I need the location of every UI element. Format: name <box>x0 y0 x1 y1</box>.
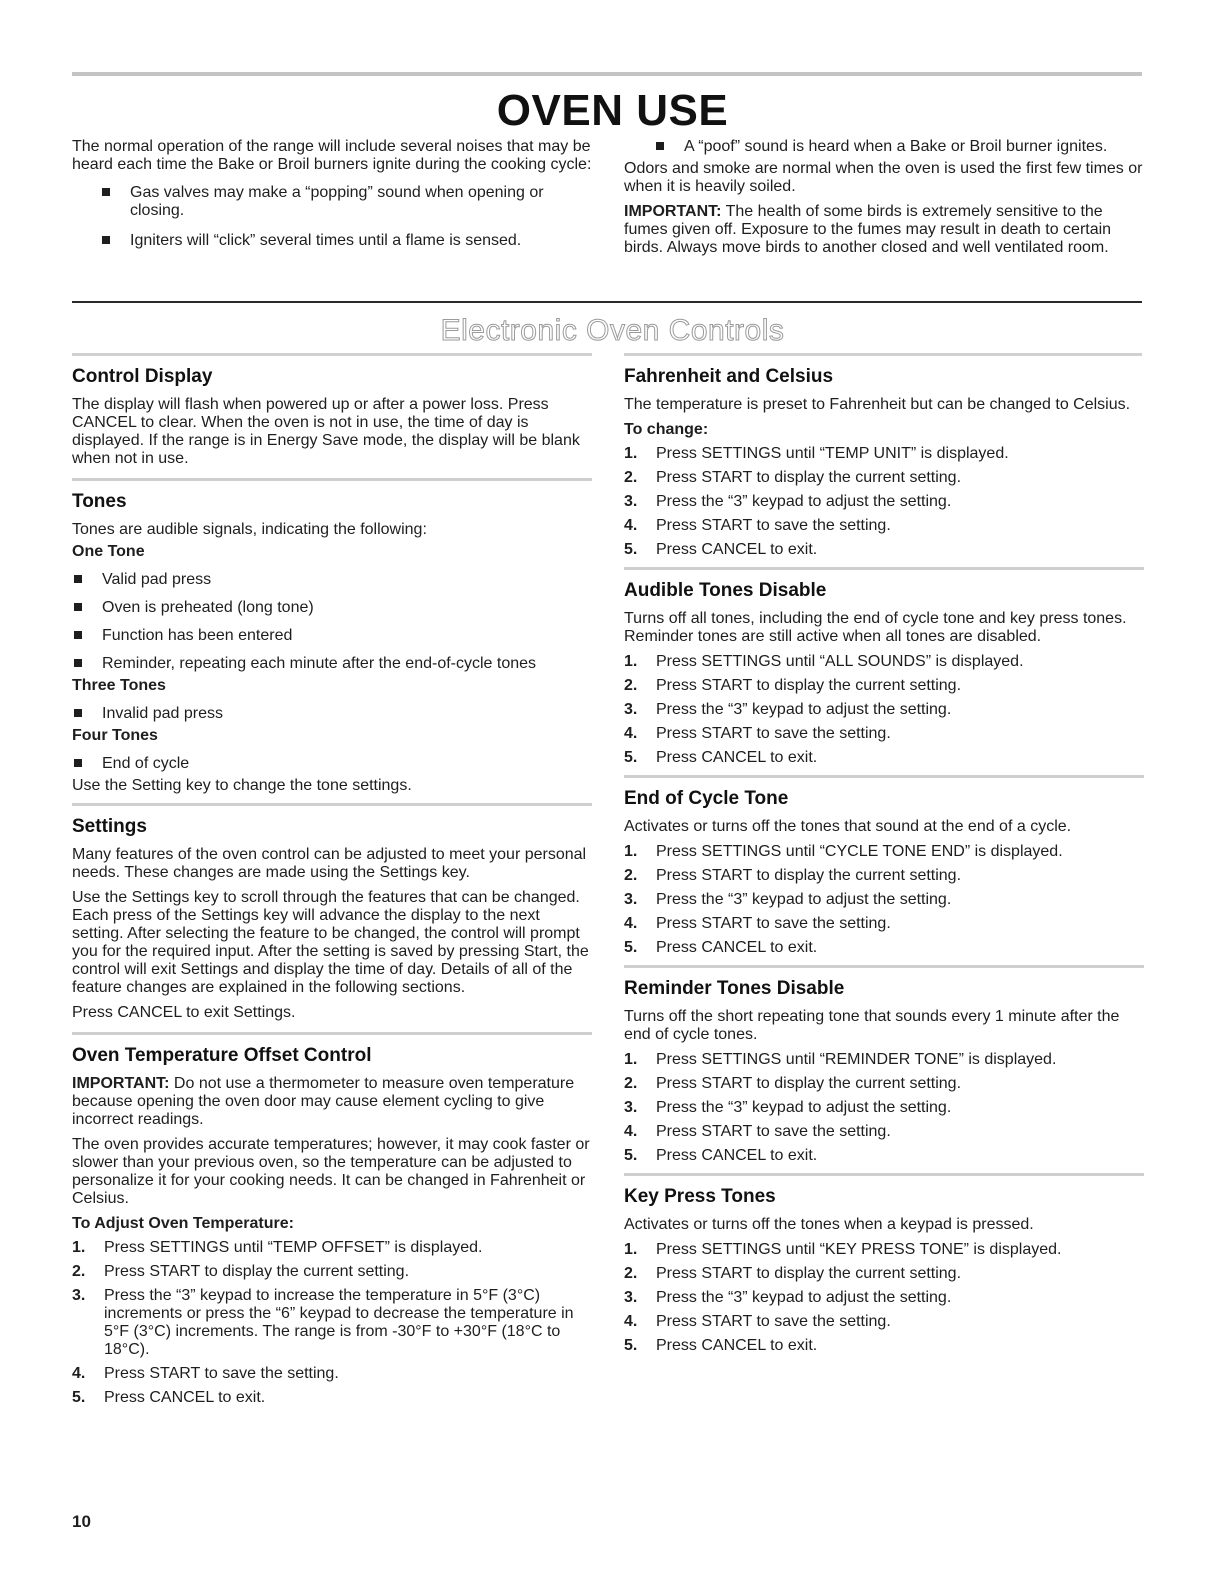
bullet-icon <box>74 759 82 767</box>
list-item: 3. Press the “3” keypad to adjust the setting. <box>624 1099 952 1116</box>
list-item: 1. Press SETTINGS until “KEY PRESS TONE” is displayed. <box>624 1241 1062 1258</box>
right-column <box>624 366 1144 1361</box>
intro-left <box>72 138 592 256</box>
fahrenheit-text: The temperature is preset to Fahrenheit but can be changed to Celsius. <box>624 396 1131 413</box>
list-item: 3. Press the “3” keypad to adjust the setting. <box>624 891 952 908</box>
settings-heading: Settings <box>72 816 147 837</box>
right-column-rule <box>624 353 1142 356</box>
list-item: 2. Press START to display the current setting. <box>72 1263 410 1280</box>
top-rule <box>72 72 1142 76</box>
list-item: 2. Press START to display the current setting. <box>624 1075 962 1092</box>
page-number: 10 <box>72 1512 91 1531</box>
bullet-icon <box>74 575 82 583</box>
end-cycle-heading: End of Cycle Tone <box>624 788 789 809</box>
list-item: 1. Press SETTINGS until “TEMP UNIT” is displayed. <box>624 445 1009 462</box>
key-press-heading: Key Press Tones <box>624 1186 776 1207</box>
bullet-icon <box>74 709 82 717</box>
control-display-heading: Control Display <box>72 366 213 387</box>
bullet-icon <box>656 142 664 150</box>
key-press-text: Activates or turns off the tones when a keypad is pressed. <box>624 1216 1034 1233</box>
page-title: OVEN USE <box>496 86 729 135</box>
list-item: 4. Press START to save the setting. <box>624 1123 891 1140</box>
settings-text-2: Use the Settings key to scroll through the features that can be changed. Each press of the Settings key will advance the display to the next setting. After selecting the feature to be changed, the control will prompt you for the required input. After the setting is saved by pressing Start, the control will exit Settings and display the time of day. Details of all of the feature changes are explained in the following sections. <box>72 889 589 996</box>
list-item: 5. Press CANCEL to exit. <box>624 541 818 558</box>
list-item: 2. Press START to display the current setting. <box>624 469 962 486</box>
section-title: Electronic Oven Controls <box>440 314 785 347</box>
offset-heading: Oven Temperature Offset Control <box>72 1045 372 1066</box>
end-cycle-text: Activates or turns off the tones that sound at the end of a cycle. <box>624 818 1072 835</box>
list-item: 5. Press CANCEL to exit. <box>72 1389 266 1406</box>
divider <box>72 1032 592 1035</box>
list-item: 4. Press START to save the setting. <box>624 915 891 932</box>
odors-text: Odors and smoke are normal when the oven is used the first few times or when it is heavily soiled. <box>624 160 1143 195</box>
divider <box>624 567 1144 570</box>
offset-text: The oven provides accurate temperatures; however, it may cook faster or slower than your previous oven, so the temperature can be adjusted to personalize it for your cooking needs. It can be changed in Fahrenheit or Celsius. <box>72 1136 590 1207</box>
settings-text-1: Many features of the oven control can be adjusted to meet your personal needs. These changes are made using the Settings key. <box>72 846 587 881</box>
list-item: 2. Press START to display the current setting. <box>624 1265 962 1282</box>
audible-heading: Audible Tones Disable <box>624 580 827 601</box>
list-item: 5. Press CANCEL to exit. <box>624 939 818 956</box>
list-item: 5. Press CANCEL to exit. <box>624 1337 818 1354</box>
list-item: Gas valves may make a “popping” sound when opening or closing. <box>72 184 592 220</box>
list-item: 1. Press SETTINGS until “REMINDER TONE” is displayed. <box>624 1051 1057 1068</box>
bullet-icon <box>74 631 82 639</box>
divider <box>624 1173 1144 1176</box>
list-item: End of cycle <box>72 755 592 773</box>
list-item: Invalid pad press <box>72 705 592 723</box>
list-item: Oven is preheated (long tone) <box>72 599 592 617</box>
tones-intro: Tones are audible signals, indicating the following: <box>72 521 427 538</box>
control-display-text: The display will flash when powered up or after a power loss. Press CANCEL to clear. When the oven is not in use, the time of day is displayed. If the range is in Energy Save mode, the display will be blank when not in use. <box>72 396 580 467</box>
important-note: IMPORTANT: The health of some birds is extremely sensitive to the fumes given off. Exposure to the fumes may result in death to certain birds. Always move birds to another closed and well ventilated room. <box>624 203 1112 256</box>
list-item: 2. Press START to display the current setting. <box>624 867 962 884</box>
divider <box>624 965 1144 968</box>
reminder-text: Turns off the short repeating tone that sounds every 1 minute after the end of cycle tones. <box>624 1008 1120 1043</box>
intro-right <box>624 138 1144 264</box>
tones-footer: Use the Setting key to change the tone settings. <box>72 777 412 794</box>
list-item: 1. Press SETTINGS until “TEMP OFFSET” is displayed. <box>72 1239 483 1256</box>
list-item: 5. Press CANCEL to exit. <box>624 1147 818 1164</box>
divider <box>72 803 592 806</box>
tones-heading: Tones <box>72 491 127 512</box>
fahrenheit-subheading: To change: <box>624 421 709 438</box>
list-item: 3. Press the “3” keypad to increase the temperature in 5°F (3°C) increments or press the “6” keypad to decrease the temperature in 5°F (3°C) increments. The range is from -30°F to +30°F (18°C to 18°C). <box>72 1287 574 1358</box>
list-item: Valid pad press <box>72 571 592 589</box>
left-column <box>72 366 592 1413</box>
four-tones-label: Four Tones <box>72 727 158 744</box>
three-tones-label: Three Tones <box>72 677 166 694</box>
list-item: A “poof” sound is heard when a Bake or Broil burner ignites. <box>624 138 1144 156</box>
reminder-heading: Reminder Tones Disable <box>624 978 845 999</box>
bullet-icon <box>74 603 82 611</box>
settings-text-3: Press CANCEL to exit Settings. <box>72 1004 296 1021</box>
one-tone-label: One Tone <box>72 543 145 560</box>
list-item: Igniters will “click” several times until a flame is sensed. <box>72 232 592 250</box>
fahrenheit-heading: Fahrenheit and Celsius <box>624 366 834 387</box>
audible-text: Turns off all tones, including the end of cycle tone and key press tones. Reminder tones are still active when all tones are disabled. <box>624 610 1127 645</box>
list-item: 4. Press START to save the setting. <box>72 1365 339 1382</box>
list-item: 3. Press the “3” keypad to adjust the setting. <box>624 493 952 510</box>
list-item: 2. Press START to display the current setting. <box>624 677 962 694</box>
list-item: 4. Press START to save the setting. <box>624 1313 891 1330</box>
divider <box>72 478 592 481</box>
divider <box>624 775 1144 778</box>
list-item: 1. Press SETTINGS until “CYCLE TONE END” is displayed. <box>624 843 1063 860</box>
list-item: 1. Press SETTINGS until “ALL SOUNDS” is displayed. <box>624 653 1024 670</box>
section-divider <box>72 301 1142 303</box>
list-item: 4. Press START to save the setting. <box>624 725 891 742</box>
list-item: Function has been entered <box>72 627 592 645</box>
list-item: 4. Press START to save the setting. <box>624 517 891 534</box>
bullet-icon <box>74 659 82 667</box>
list-item: 3. Press the “3” keypad to adjust the setting. <box>624 1289 952 1306</box>
bullet-icon <box>102 188 110 196</box>
offset-subheading: To Adjust Oven Temperature: <box>72 1215 294 1232</box>
offset-important: IMPORTANT: Do not use a thermometer to measure oven temperature because opening the oven door may cause element cycling to give incorrect readings. <box>72 1075 575 1128</box>
bullet-icon <box>102 236 110 244</box>
list-item: 3. Press the “3” keypad to adjust the setting. <box>624 701 952 718</box>
list-item: 5. Press CANCEL to exit. <box>624 749 818 766</box>
list-item: Reminder, repeating each minute after the end-of-cycle tones <box>72 655 592 673</box>
intro-paragraph: The normal operation of the range will include several noises that may be heard each time the Bake or Broil burners ignite during the cooking cycle: <box>72 138 592 173</box>
left-column-rule <box>72 353 592 356</box>
